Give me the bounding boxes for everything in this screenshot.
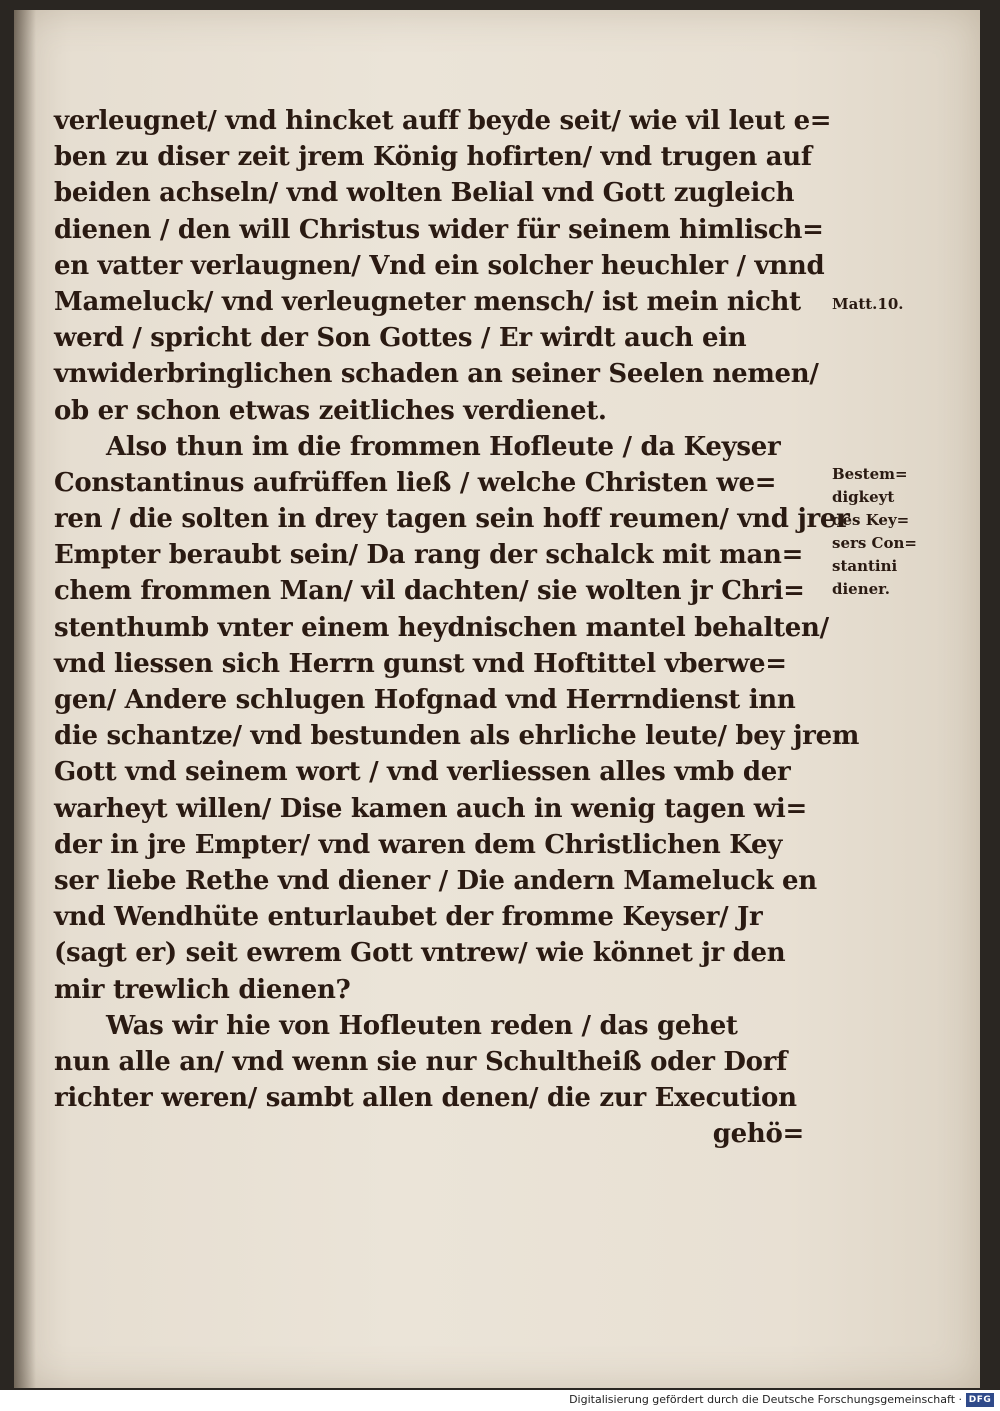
text-line: mir trewlich dienen? [54, 974, 351, 1005]
text-line: vnwiderbringlichen schaden an seiner Seelen nemen/ [54, 359, 819, 390]
catchword: gehö= [712, 1119, 804, 1150]
text-line: Gott vnd seinem wort / vnd verliessen alles vmb der [54, 757, 791, 788]
text-line: vnd liessen sich Herrn gunst vnd Hoftittel vberwe= [54, 648, 787, 679]
text-line: die schantze/ vnd bestunden als ehrliche leute/ bey jrem [54, 721, 860, 752]
main-text [54, 103, 917, 1152]
text-line: der in jre Empter/ vnd waren dem Christlichen Key [54, 829, 783, 860]
text-line: richter weren/ sambt allen denen/ die zur Execution [54, 1083, 797, 1114]
funding-credit: Digitalisierung gefördert durch die Deutsche Forschungsgemeinschaft · [569, 1393, 962, 1406]
book-page [14, 10, 980, 1388]
text-line: ren / die solten in drey tagen sein hoff reumen/ vnd jrer [54, 504, 850, 535]
margin-note: Bestem= [832, 465, 908, 483]
text-line: beiden achseln/ vnd wolten Belial vnd Gott zugleich [54, 178, 795, 209]
footer-bar [0, 1390, 1000, 1411]
text-line: stenthumb vnter einem heydnischen mantel behalten/ [54, 612, 829, 643]
margin-note: des Key= [832, 511, 910, 529]
text-line: dienen / den will Christus wider für seinem himlisch= [54, 214, 824, 245]
text-line: en vatter verlaugnen/ Vnd ein solcher heuchler / vnnd [54, 250, 825, 281]
text-line: vnd Wendhüte enturlaubet der fromme Keyser/ Jr [54, 902, 763, 933]
margin-note: diener. [832, 580, 890, 598]
text-line: ser liebe Rethe vnd diener / Die andern Mameluck en [54, 865, 817, 896]
margin-note: digkeyt [832, 488, 895, 506]
margin-note: sers Con= [832, 534, 917, 552]
text-line: nun alle an/ vnd wenn sie nur Schultheiß oder Dorf [54, 1046, 787, 1077]
text-line: Empter beraubt sein/ Da rang der schalck mit man= [54, 540, 804, 571]
text-line: (sagt er) seit ewrem Gott vntrew/ wie könnet jr den [54, 938, 786, 969]
paragraph-start-line: Also thun im die frommen Hofleute / da Keyser [106, 431, 781, 462]
text-line: Mameluck/ vnd verleugneter mensch/ ist mein nicht [54, 286, 801, 317]
margin-note-reference: Matt.10. [832, 295, 904, 313]
text-line: werd / spricht der Son Gottes / Er wirdt auch ein [54, 323, 747, 354]
dfg-logo: DFG [966, 1393, 994, 1407]
margin-note: stantini [832, 557, 898, 575]
text-line: verleugnet/ vnd hincket auff beyde seit/ wie vil leut e= [54, 106, 832, 136]
text-line: warheyt willen/ Dise kamen auch in wenig tagen wi= [54, 793, 807, 824]
text-line: chem frommen Man/ vil dachten/ sie wolten jr Chri= [54, 576, 805, 607]
text-line: ben zu diser zeit jrem König hofirten/ vnd trugen auf [54, 142, 812, 173]
text-line: Constantinus aufrüffen ließ / welche Christen we= [54, 467, 777, 498]
text-line: gen/ Andere schlugen Hofgnad vnd Herrndienst inn [54, 685, 796, 715]
paragraph-start-line: Was wir hie von Hofleuten reden / das gehet [106, 1010, 738, 1041]
text-line: ob er schon etwas zeitliches verdienet. [54, 395, 607, 426]
page-spine-shadow [14, 10, 36, 1388]
